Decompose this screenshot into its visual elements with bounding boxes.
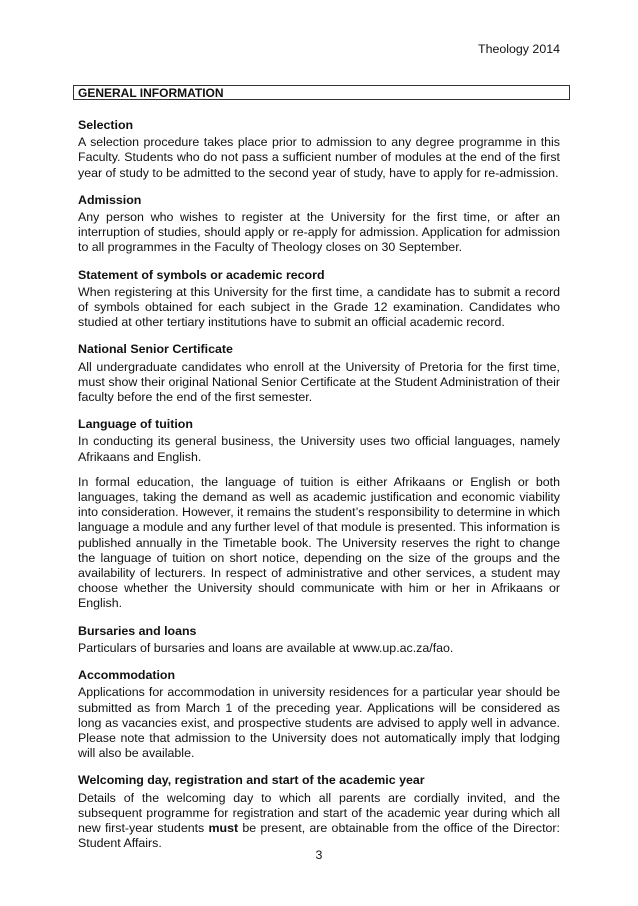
academic-record-section (78, 268, 560, 331)
page-number: 3 (315, 848, 323, 862)
admission-heading: Admission (78, 192, 142, 207)
bursaries-section (78, 624, 560, 656)
bursaries-heading: Bursaries and loans (78, 623, 197, 638)
section-title: GENERAL INFORMATION (78, 86, 224, 100)
welcoming-text-a: Details of the welcoming day to which all parents are cordially invited, and the subsequent programme for registration and start of the academic year during which all new first-year students (78, 790, 560, 835)
selection-text: A selection procedure takes place prior to admission to any degree programme in this Faculty. Students who do not pass a sufficient number of modules at the end of the first year of study to be admitted to the second year of study, have to apply for re-admission. (78, 135, 560, 180)
selection-heading: Selection (78, 118, 134, 132)
running-header: Theology 2014 (478, 42, 560, 56)
welcoming-text-b: be present, are obtainable from the office of the Director: Student Affairs. (78, 820, 560, 851)
section-title-box (73, 85, 570, 100)
accommodation-section (78, 668, 560, 761)
welcoming-text (78, 791, 560, 852)
nsc-heading: National Senior Certificate (78, 342, 233, 357)
language-heading: Language of tuition (78, 417, 193, 432)
language-text-2: In formal education, the language of tuition is either Afrikaans or English or both languages, taking the demand as well as academic justification and economic viability into consideration. However, it remains the student’s responsibility to determine in which language a module and any further level of that module is presented. This information is published annually in the Timetable book. The University reserves the right to change the language of tuition on short notice, depending on the size of the groups and the availability of lecturers. In respect of administrative and other services, a student may choose whether the University should communicate with him or her in Afrikaans or English. (78, 474, 560, 611)
academic-record-text: When registering at this University for the first time, a candidate has to submit a record of symbols obtained for each subject in the Grade 12 examination. Candidates who studied at other tertiary institutions have to submit an official academic record. (78, 284, 560, 330)
admission-section (78, 193, 560, 256)
nsc-section (78, 342, 560, 405)
welcoming-section (78, 773, 560, 851)
content-body (78, 118, 560, 863)
language-text-1: In conducting its general business, the University uses two official languages, namely Afrikaans and English. (78, 434, 560, 464)
admission-text: Any person who wishes to register at the University for the first time, or after an interruption of studies, should apply or re-apply for admission. Application for admission to all programmes in the Faculty of Theology closes on 30 September. (78, 210, 560, 255)
accommodation-text: Applications for accommodation in university residences for a particular year should be submitted as from March 1 of the preceding year. Applications will be considered as long as vacancies exist, and prospective students are advised to apply well in advance. Please note that admission to the University does not automatically imply that lodging will also be available. (78, 685, 560, 761)
academic-record-heading: Statement of symbols or academic record (78, 267, 325, 282)
accommodation-heading: Accommodation (78, 668, 176, 683)
nsc-text: All undergraduate candidates who enroll at the University of Pretoria for the first time, must show their original National Senior Certificate at the Student Administration of their faculty before the end of the first semester. (78, 359, 560, 405)
language-section (78, 417, 560, 611)
selection-section (78, 118, 560, 181)
welcoming-heading: Welcoming day, registration and start of the academic year (78, 773, 425, 788)
welcoming-text-bold: must (208, 820, 239, 835)
bursaries-text: Particulars of bursaries and loans are available at www.up.ac.za/fao. (78, 640, 454, 655)
